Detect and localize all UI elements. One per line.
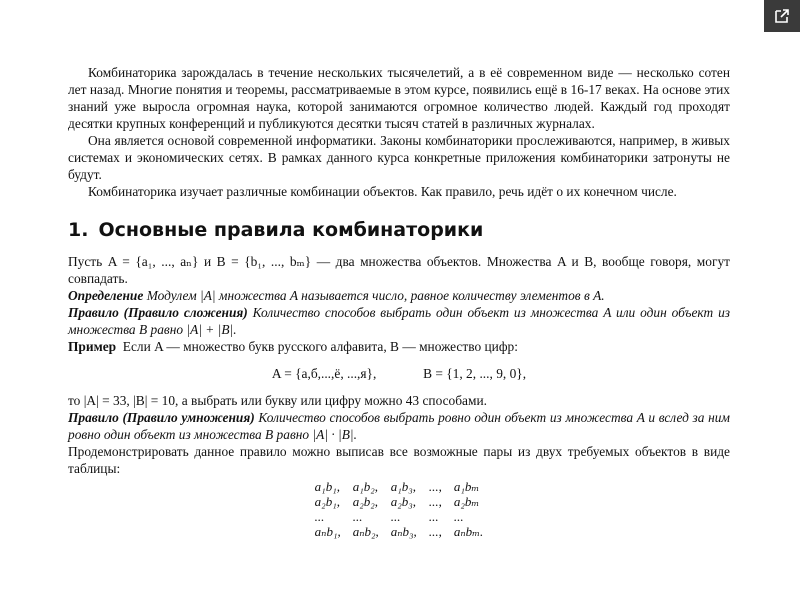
pairs-table-cell: ..., (428, 524, 442, 539)
document-page (68, 64, 730, 539)
rule-sum-text: Количество способов выбрать один объект из множества A или один объект из множества B равно |A| + |B|. (68, 305, 730, 337)
pairs-table-cell: aₙb₃, (390, 524, 417, 539)
example-after: то |A| = 33, |B| = 10, а выбрать или букву или цифру можно 43 способами. (68, 393, 487, 408)
example-eq-left: A = {а,б,...,ё, ...,я}, (271, 366, 377, 381)
pairs-table-cell: a₁b₃, (390, 479, 417, 494)
pairs-table-cell: a₂b₂, (352, 494, 379, 509)
expand-button[interactable] (764, 0, 800, 32)
pairs-table-cell: ... (428, 509, 439, 524)
intro-paragraph-3: Комбинаторика изучает различные комбинации объектов. Как правило, речь идёт о их конечном числе. (88, 184, 677, 199)
definition-text: Модулем |A| множества A называется число, равное количеству элементов в A. (146, 288, 605, 303)
expand-icon (774, 8, 790, 24)
pairs-table-row (309, 479, 490, 494)
example-text: Если A — множество букв русского алфавита, B — множество цифр: (122, 339, 518, 354)
intro-paragraph-1: Комбинаторика зарождалась в течение нескольких тысячелетий, а в её современном виде — несколько сотен лет назад. Многие понятия и теоремы, рассматриваемые в этом курсе, появились ещё в 16-17 веках. На основе этих знаний уже выросла огромная наука, которой занимаются огромное количество людей. Каждый год проходят десятки крупных конференций и публикуются десятки тысяч статей в различных журналах. (68, 65, 730, 131)
rule-product (68, 409, 730, 443)
pairs-table-cell: a₁b₂, (352, 479, 379, 494)
rule-sum-label: Правило (Правило сложения) (68, 305, 248, 320)
rule-product-label: Правило (Правило умножения) (68, 410, 255, 425)
rule-product-text: Количество способов выбрать ровно один объект из множества A и вслед за ним ровно один объект из множества B равно |A| · |B|. (68, 410, 730, 442)
rule-sum (68, 304, 730, 338)
pairs-table-cell: ..., (428, 494, 442, 509)
pairs-table-cell: ... (314, 509, 325, 524)
pairs-table-cell: ... (453, 509, 464, 524)
example-label: Пример (68, 339, 117, 354)
example-eq-right: B = {1, 2, ..., 9, 0}, (423, 366, 527, 381)
setup-paragraph: Пусть A = {a₁, ..., aₙ} и B = {b₁, ..., bₘ} — два множества объектов. Множества A и B, вообще говоря, могут совпадать. (68, 254, 730, 286)
example-equation (68, 365, 730, 382)
pairs-table-cell: a₂bₘ (453, 494, 480, 509)
pairs-table-cell: aₙb₁, (314, 524, 341, 539)
pairs-table-row (309, 509, 490, 524)
intro-paragraph-2: Она является основой современной информатики. Законы комбинаторики прослеживаются, например, в живых системах и экономических сетях. В рамках данного курса конкретные приложения комбинаторики затронуты не будут. (68, 133, 730, 182)
pairs-table-row (309, 494, 490, 509)
pairs-table-cell: aₙb₂, (352, 524, 379, 539)
pairs-table-cell: a₂b₃, (390, 494, 417, 509)
section-number: 1. (68, 219, 89, 241)
pairs-table-cell: a₁bₘ (453, 479, 480, 494)
section-heading (68, 219, 730, 241)
section-title: Основные правила комбинаторики (98, 219, 484, 241)
pairs-table-cell: a₂b₁, (314, 494, 340, 509)
definition-label: Определение (68, 288, 144, 303)
example (68, 338, 730, 355)
pairs-table-cell: ..., (428, 479, 442, 494)
demo-paragraph: Продемонстрировать данное правило можно выписав все возможные пары из двух требуемых объектов в виде таблицы: (68, 444, 730, 476)
definition (68, 287, 730, 304)
pairs-table-cell: aₙbₘ. (453, 524, 484, 539)
pairs-table (309, 479, 490, 539)
pairs-table-cell: a₁b₁, (314, 479, 340, 494)
pairs-table-cell: ... (352, 509, 363, 524)
pairs-table-cell: ... (390, 509, 401, 524)
pairs-table-row (309, 524, 490, 539)
